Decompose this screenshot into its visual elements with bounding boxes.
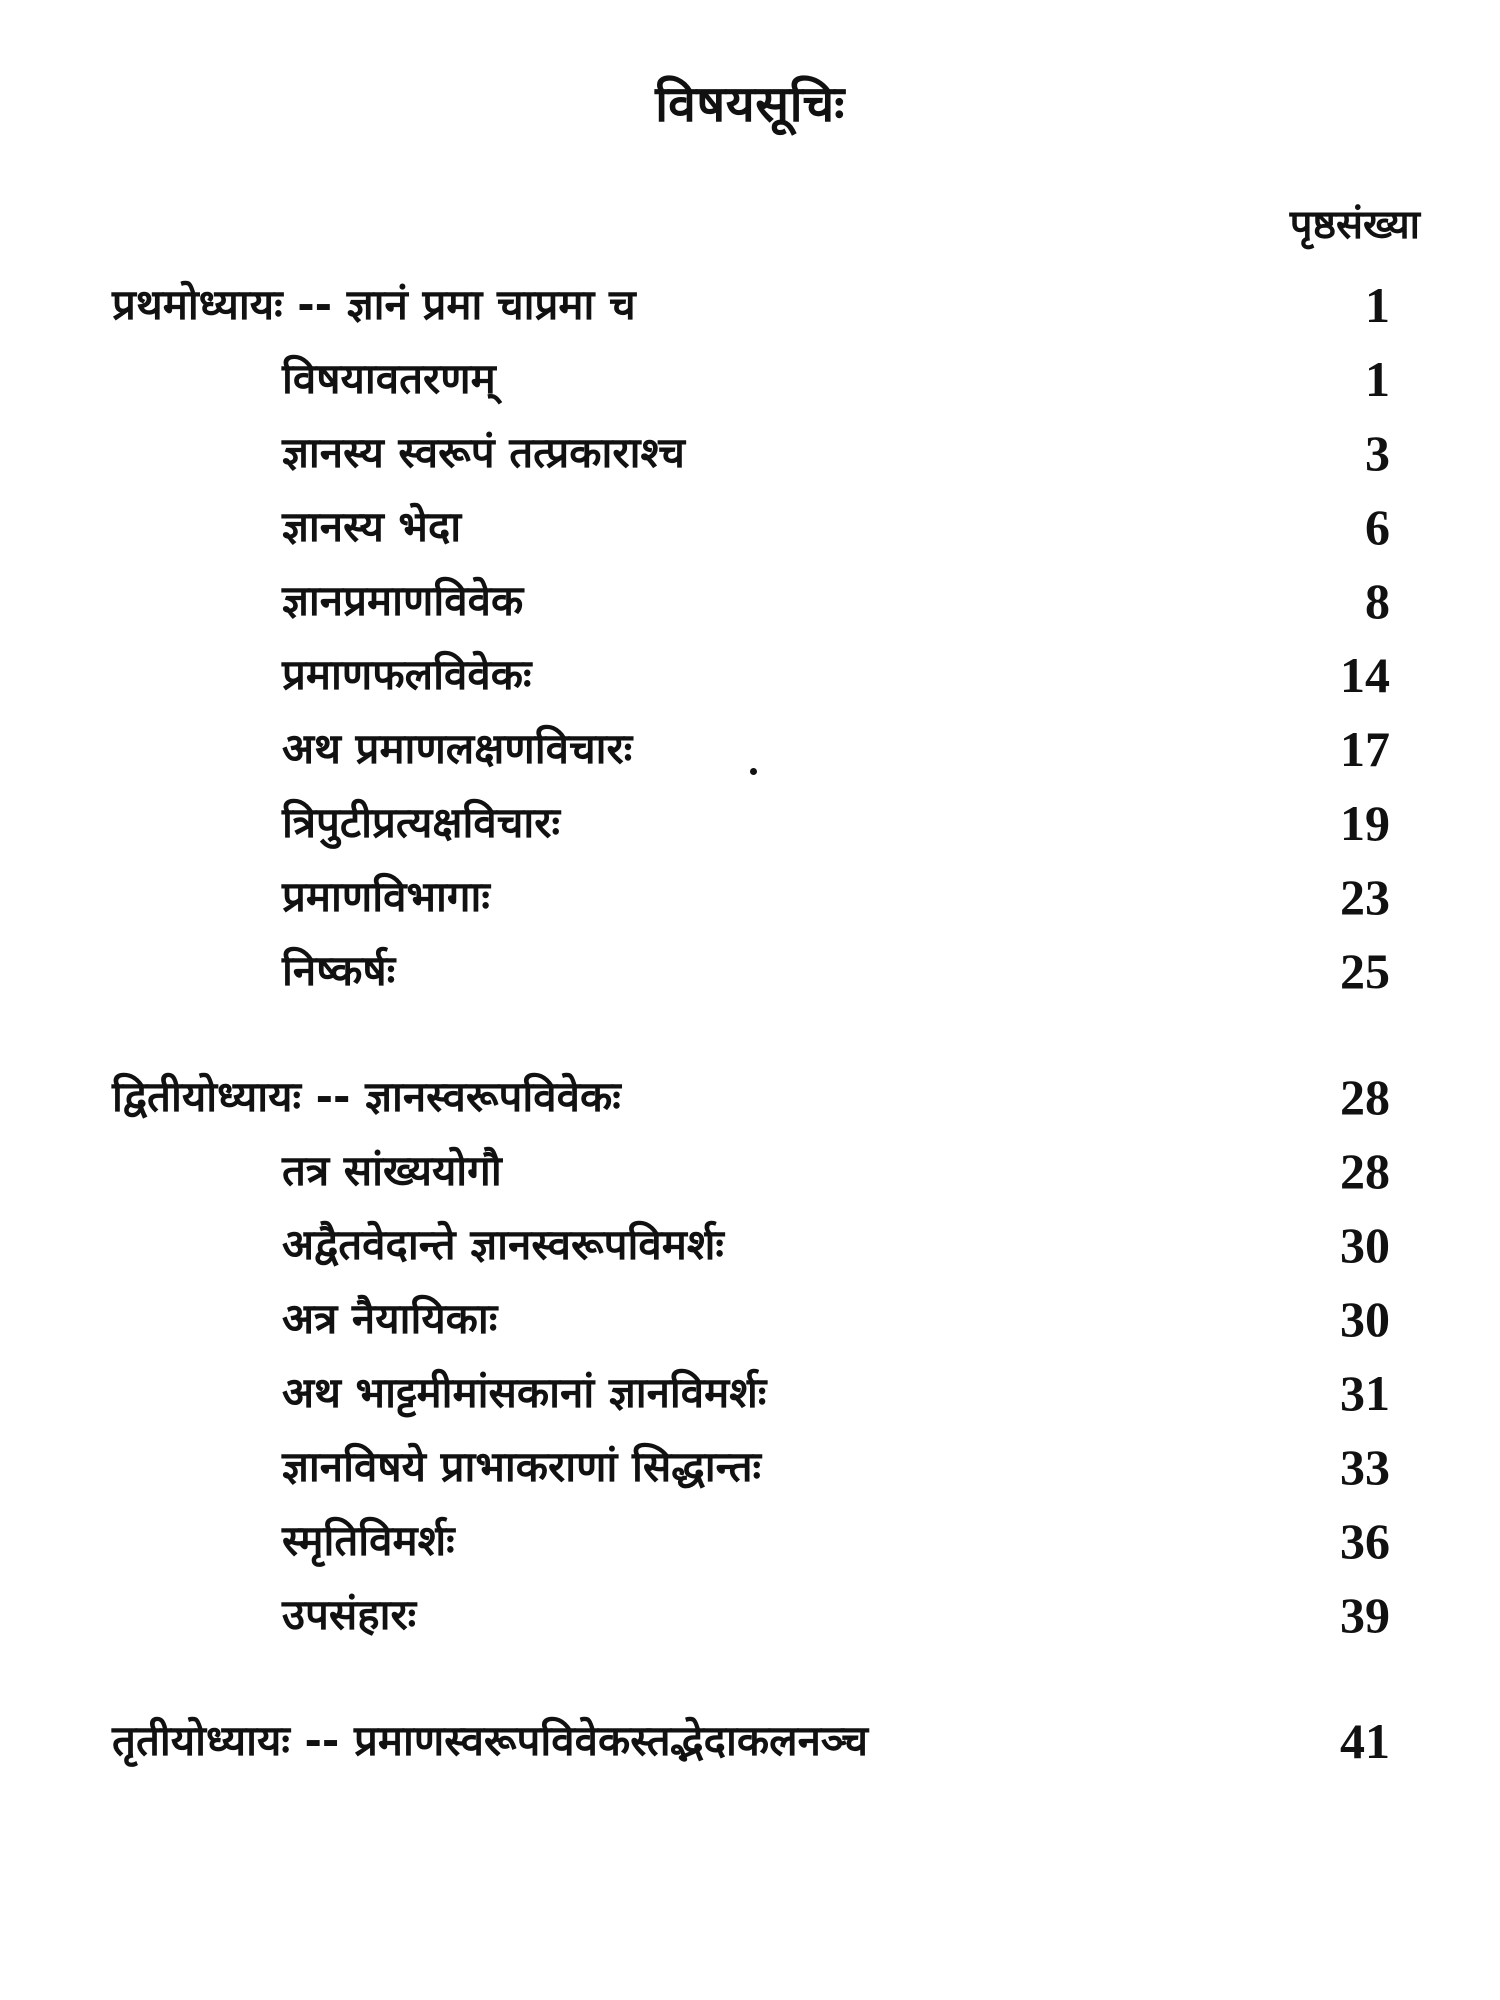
chapter-title: द्वितीयोध्यायः -- ज्ञानस्वरूपविवेकः (112, 1072, 621, 1121)
toc-entry (0, 638, 1500, 712)
section-title: त्रिपुटीप्रत्यक्षविचारः (282, 798, 560, 847)
toc-entry (0, 416, 1500, 490)
chapter-spacer (0, 1652, 1500, 1704)
section-title: अथ भाट्टमीमांसकानां ज्ञानविमर्शः (282, 1368, 767, 1417)
page-number: 31 (1340, 1365, 1390, 1421)
page-number: 1 (1365, 351, 1390, 407)
page-title: विषयसूचिः (655, 75, 845, 133)
page-number: 25 (1340, 943, 1390, 999)
toc-entry (0, 1356, 1500, 1430)
section-title: प्रमाणविभागाः (282, 872, 490, 921)
page-number: 30 (1340, 1217, 1390, 1273)
toc-entry (0, 1134, 1500, 1208)
table-of-contents (0, 268, 1500, 1778)
section-title: अत्र नैयायिकाः (282, 1294, 498, 1343)
page-number: 6 (1365, 499, 1390, 555)
page-number: 8 (1365, 573, 1390, 629)
section-title: स्मृतिविमर्शः (282, 1516, 455, 1565)
section-title: ज्ञानविषये प्राभाकराणां सिद्धान्तः (282, 1442, 762, 1491)
page-number: 36 (1340, 1513, 1390, 1569)
page-number: 33 (1340, 1439, 1390, 1495)
toc-entry (0, 1282, 1500, 1356)
toc-entry (0, 712, 1500, 786)
page-number: 39 (1340, 1587, 1390, 1643)
page-number: 17 (1340, 721, 1390, 777)
section-title: ज्ञानस्य स्वरूपं तत्प्रकाराश्च (282, 428, 685, 477)
toc-chapter-3 (0, 1704, 1500, 1778)
toc-entry (0, 1504, 1500, 1578)
toc-entry (0, 786, 1500, 860)
stray-ink-dot (750, 768, 757, 775)
toc-entry (0, 1430, 1500, 1504)
page-number: 3 (1365, 425, 1390, 481)
section-title: प्रमाणफलविवेकः (282, 650, 532, 699)
page-number: 41 (1340, 1713, 1390, 1769)
section-title: अथ प्रमाणलक्षणविचारः (282, 724, 633, 773)
page-number: 30 (1340, 1291, 1390, 1347)
toc-entry (0, 490, 1500, 564)
toc-entry (0, 860, 1500, 934)
section-title: तत्र सांख्ययोगौ (282, 1146, 502, 1195)
chapter-title: तृतीयोध्यायः -- प्रमाणस्वरूपविवेकस्तद्भेदाकलनञ्च (112, 1716, 869, 1765)
section-title: अद्वैतवेदान्ते ज्ञानस्वरूपविमर्शः (282, 1220, 724, 1269)
page-number-column-header: पृष्ठसंख्या (1289, 202, 1420, 248)
toc-chapter-1 (0, 268, 1500, 342)
chapter-title: प्रथमोध्यायः -- ज्ञानं प्रमा चाप्रमा च (112, 280, 636, 329)
toc-entry (0, 342, 1500, 416)
page-number: 19 (1340, 795, 1390, 851)
page-number: 23 (1340, 869, 1390, 925)
page-number: 1 (1365, 277, 1390, 333)
section-title: विषयावतरणम् (282, 354, 496, 403)
section-title: ज्ञानस्य भेदा (282, 502, 462, 551)
page-number: 14 (1340, 647, 1390, 703)
page-number: 28 (1340, 1069, 1390, 1125)
toc-entry (0, 1208, 1500, 1282)
section-title: उपसंहारः (282, 1590, 417, 1639)
toc-chapter-2 (0, 1060, 1500, 1134)
section-title: ज्ञानप्रमाणविवेक (282, 576, 524, 625)
toc-entry (0, 1578, 1500, 1652)
section-title: निष्कर्षः (282, 946, 396, 995)
page-number: 28 (1340, 1143, 1390, 1199)
toc-entry (0, 934, 1500, 1008)
toc-entry (0, 564, 1500, 638)
chapter-spacer (0, 1008, 1500, 1060)
